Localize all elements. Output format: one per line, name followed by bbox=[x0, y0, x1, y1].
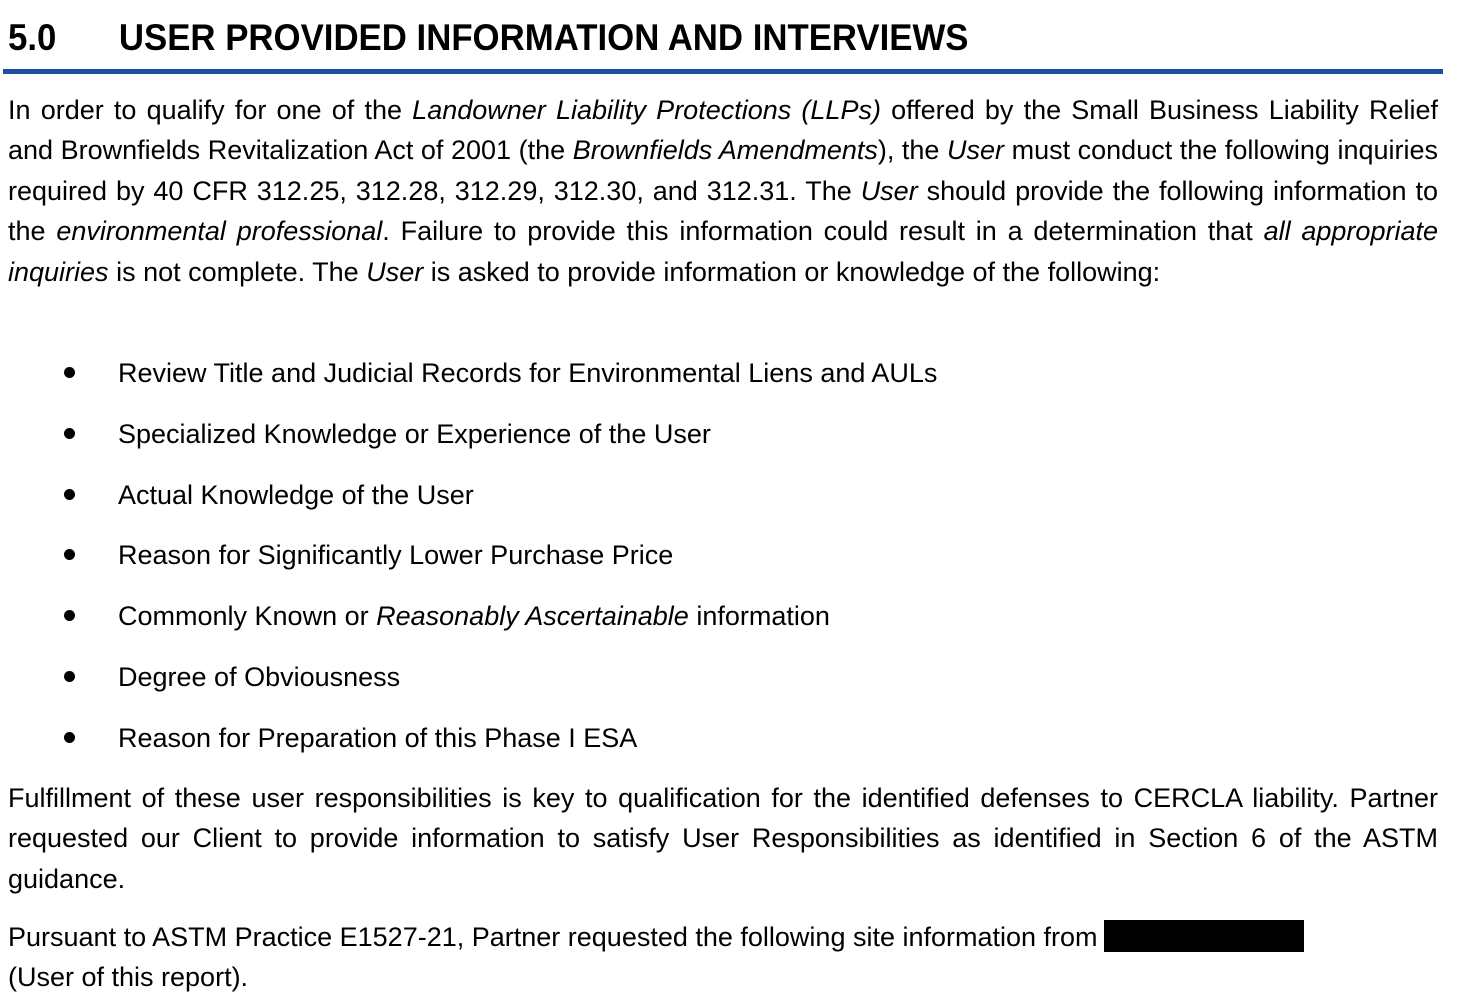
list-item-text: Degree of Obviousness bbox=[118, 661, 401, 692]
intro-text-13: is not complete. The bbox=[108, 256, 367, 287]
list-item-text: Reason for Significantly Lower Purchase Price bbox=[118, 540, 674, 571]
section-heading bbox=[8, 0, 1352, 58]
list-item-text: Actual Knowledge of the User bbox=[118, 479, 474, 510]
intro-llps: Landowner Liability Protections (LLPs) bbox=[412, 95, 881, 125]
intro-text-1: In order to qualify for one of the bbox=[8, 95, 413, 125]
section-number: 5.0 bbox=[8, 17, 57, 58]
bullet-icon bbox=[64, 367, 75, 378]
bullet-icon bbox=[64, 732, 75, 743]
list-item-italic: Reasonably Ascertainable bbox=[376, 601, 689, 632]
intro-text-11: . Failure to provide this information could result in a determination that bbox=[382, 216, 1264, 247]
list-item-text-a: Commonly Known or bbox=[118, 601, 377, 632]
list-item-text bbox=[118, 596, 830, 636]
list-item bbox=[8, 353, 1438, 414]
intro-text-7: must conduct the following inquiries required by 40 CFR 312.25, 312.28, 312.29, 312.30, and 312.31. The bbox=[8, 135, 1439, 206]
pursuant-paragraph bbox=[8, 917, 1438, 998]
intro-user-1: User bbox=[947, 135, 1005, 166]
document-page bbox=[8, 0, 1438, 58]
fulfillment-paragraph: Fulfillment of these user responsibilities is key to qualification for the identified defenses to CERCLA liability. Partner requested our Client to provide information to satisfy User Responsibilities as identified in Section 6 of the ASTM guidance. bbox=[8, 783, 1438, 894]
intro-text-9: should provide the following information to the bbox=[8, 175, 1438, 247]
list-item bbox=[8, 596, 1438, 657]
intro-text-15: is asked to provide information or knowledge of the following: bbox=[423, 256, 1161, 287]
list-item bbox=[8, 657, 1438, 718]
pursuant-text-end: (User of this report). bbox=[8, 962, 249, 993]
list-item-text: Specialized Knowledge or Experience of the User bbox=[118, 418, 711, 449]
list-item-text-c: information bbox=[688, 601, 830, 632]
intro-user-3: User bbox=[366, 256, 424, 287]
intro-paragraph bbox=[8, 90, 1438, 292]
intro-aai: all appropriate inquiries bbox=[8, 216, 1438, 287]
intro-env-professional: environmental professional bbox=[56, 216, 383, 247]
bullet-icon bbox=[64, 489, 75, 500]
bullet-icon bbox=[64, 428, 75, 439]
list-item-text: Review Title and Judicial Records for Environmental Liens and AULs bbox=[118, 358, 938, 388]
list-item bbox=[8, 414, 1438, 475]
bullet-icon bbox=[64, 549, 75, 560]
bullet-icon bbox=[64, 671, 75, 682]
heading-rule bbox=[3, 69, 1443, 74]
bullet-icon bbox=[64, 610, 75, 621]
intro-brownfields: Brownfields Amendments bbox=[572, 135, 878, 166]
user-info-list bbox=[8, 353, 1438, 779]
list-item-text: Reason for Preparation of this Phase I ESA bbox=[118, 722, 638, 753]
intro-text-5: ), the bbox=[877, 135, 948, 166]
section-title: USER PROVIDED INFORMATION AND INTERVIEWS bbox=[118, 17, 969, 58]
intro-text-3: offered by the Small Business Liability Relief and Brownfields Revitalization Act of 2001 (the bbox=[8, 95, 1438, 166]
list-item bbox=[8, 535, 1438, 596]
list-item bbox=[8, 718, 1438, 779]
pursuant-text: Pursuant to ASTM Practice E1527-21, Partner requested the following site information from bbox=[8, 922, 1098, 952]
list-item bbox=[8, 475, 1438, 536]
intro-user-2: User bbox=[860, 175, 918, 206]
redaction-block bbox=[1104, 920, 1304, 952]
